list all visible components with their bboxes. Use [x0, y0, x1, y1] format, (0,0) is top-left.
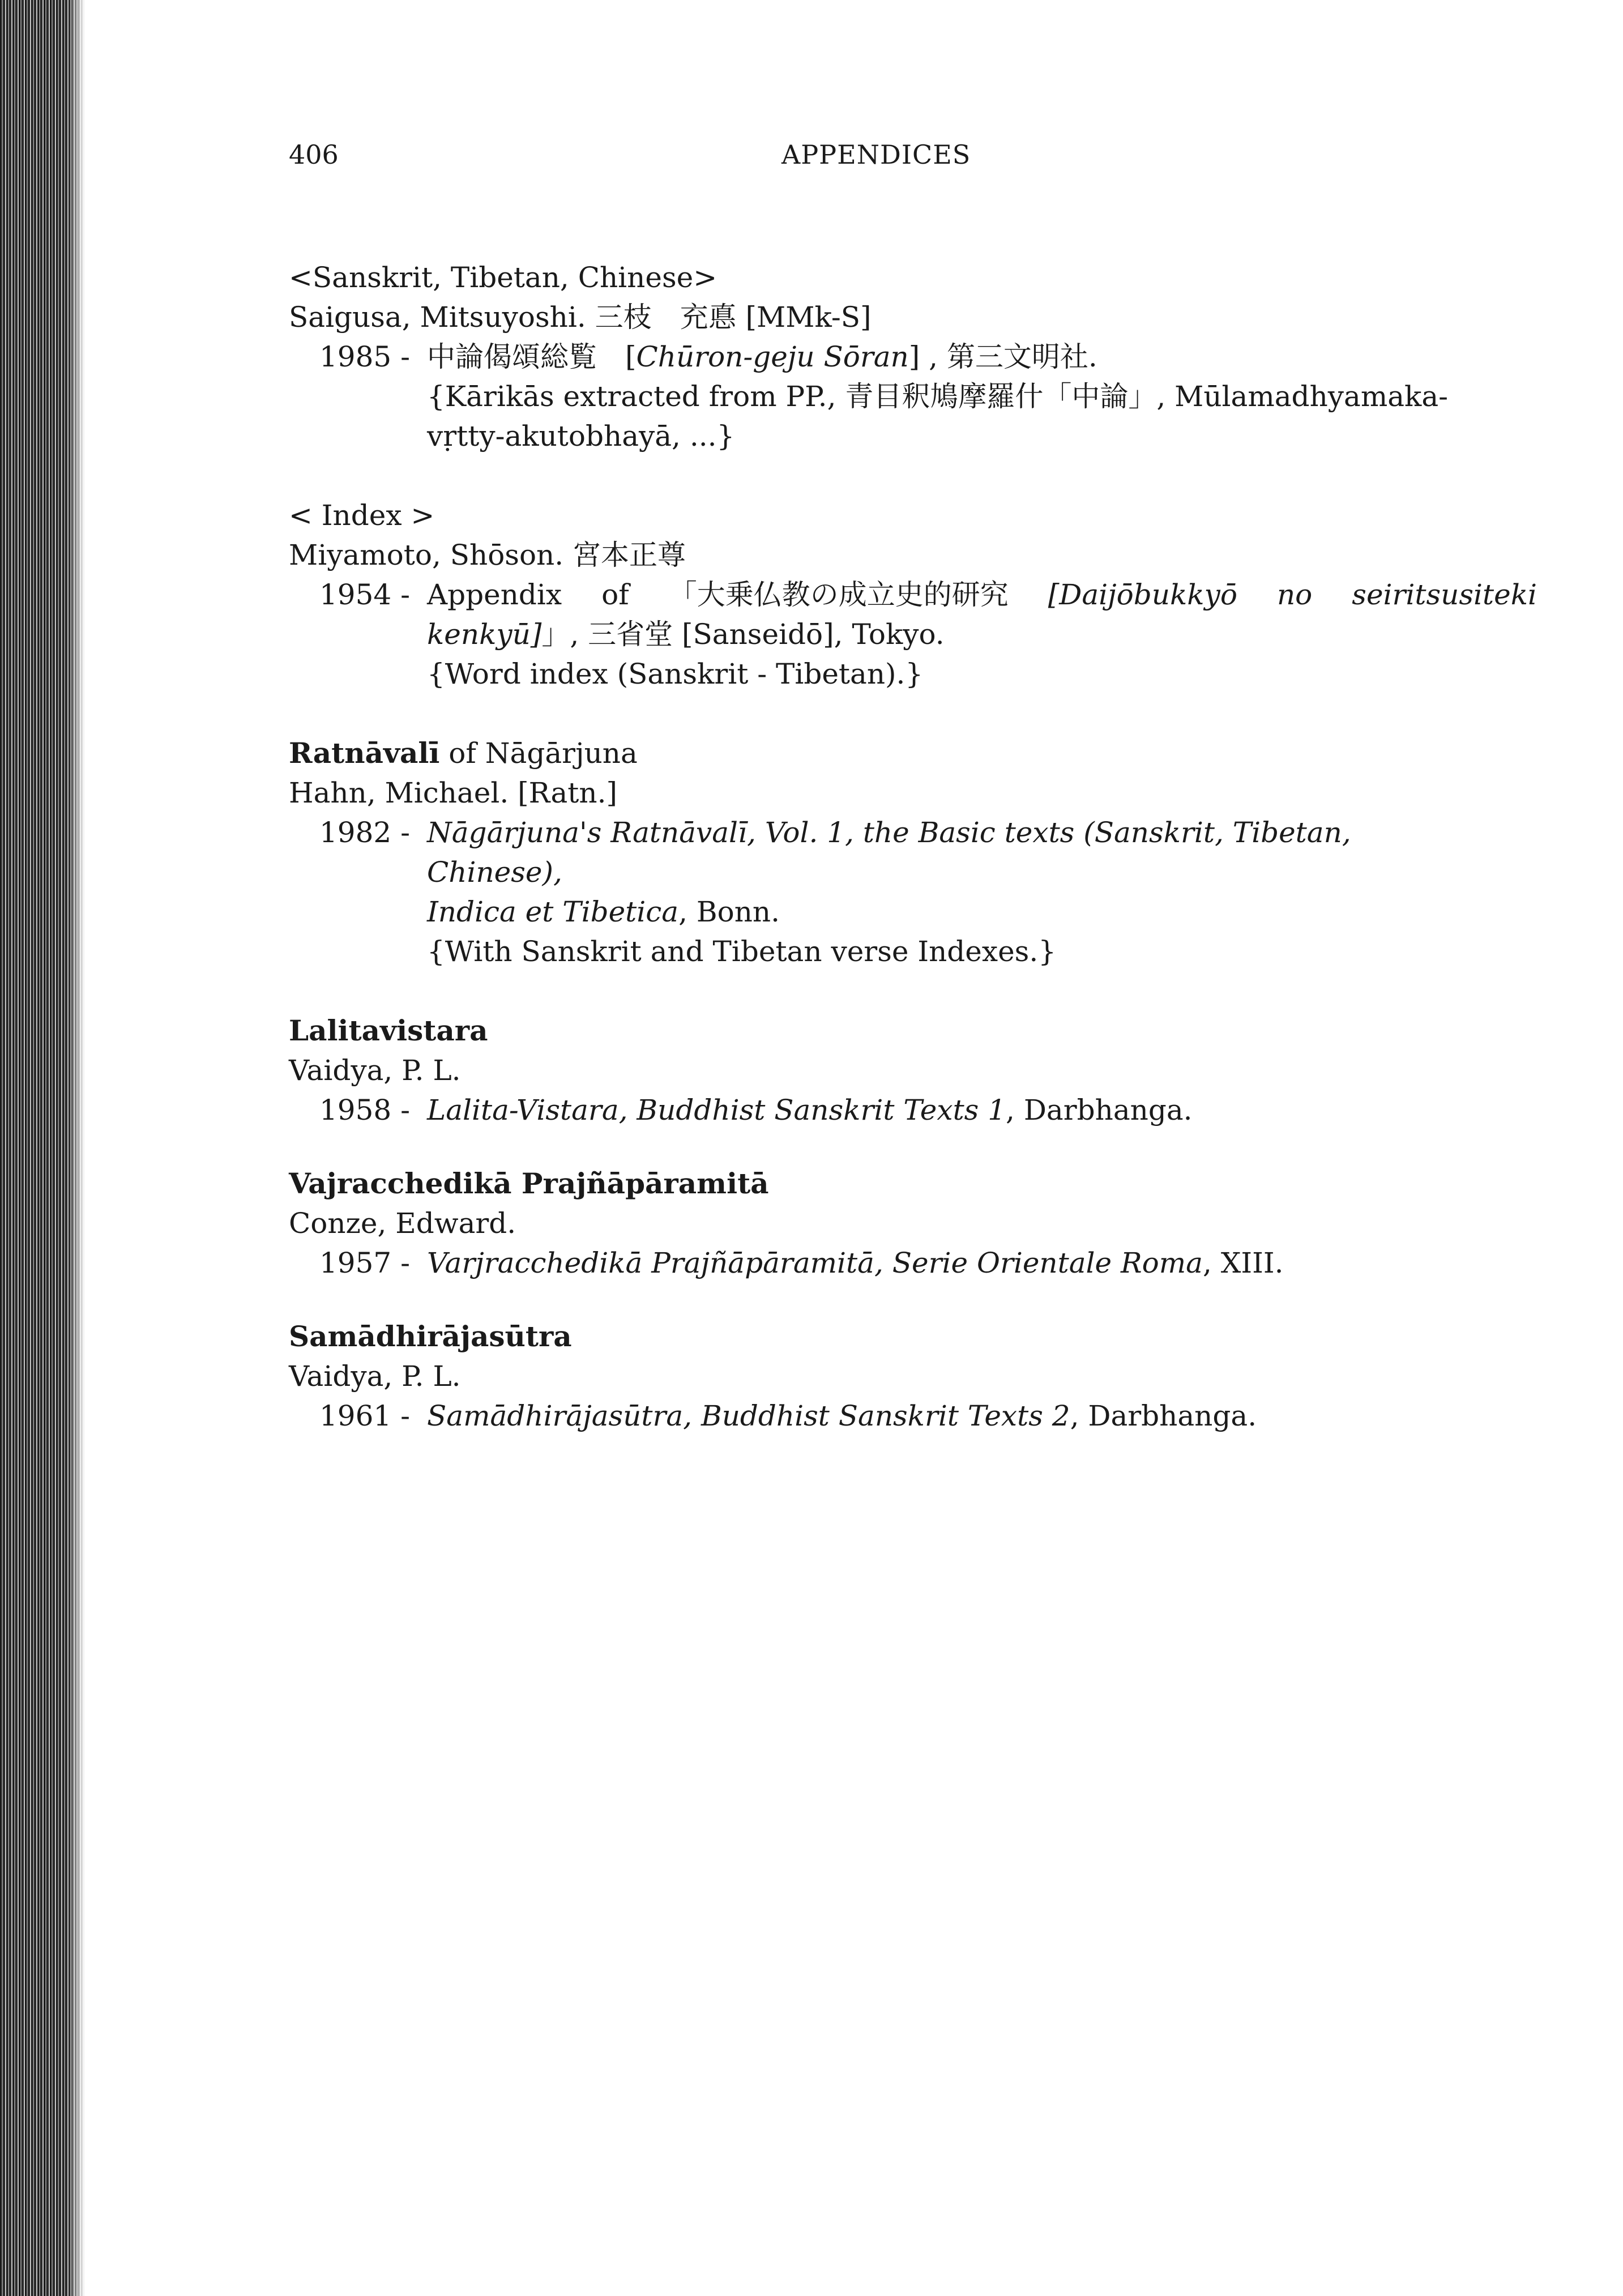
- section-samadhirajasutra: [289, 1317, 1478, 1436]
- author-line: Miyamoto, Shōson. 宮本正尊: [289, 539, 686, 571]
- entry-title: Appendix of 「大乗仏教の成立史的研究 [Daijōbukkyō no seiritsusiteki: [427, 578, 1537, 611]
- book-binding-edge: [0, 0, 85, 2296]
- page-number: 406: [289, 139, 339, 170]
- section-vajracchedika: [289, 1164, 1478, 1283]
- page-header: [289, 139, 1308, 185]
- section-ratnavali: [289, 733, 1478, 971]
- entry-title-cont: kenkyū]」, 三省堂 [Sanseidō], Tokyo.: [427, 618, 945, 651]
- entry-note: {Word index (Sanskrit - Tibetan).}: [427, 658, 924, 690]
- entry-note-cont: vṛtty-akutobhayā, ...}: [427, 420, 735, 453]
- running-title: APPENDICES: [781, 139, 971, 170]
- author-line: Conze, Edward.: [289, 1207, 516, 1240]
- section-heading: < Index >: [289, 499, 435, 532]
- author-line: Vaidya, P. L.: [289, 1360, 461, 1393]
- section-heading: <Sanskrit, Tibetan, Chinese>: [289, 261, 717, 294]
- section-heading: Vajracchedikā Prajñāpāramitā: [289, 1167, 769, 1200]
- bib-entry: [289, 1396, 1478, 1436]
- entry-year: 1961 -: [319, 1399, 411, 1432]
- author-line: Hahn, Michael. [Ratn.]: [289, 776, 617, 809]
- author-line: Vaidya, P. L.: [289, 1054, 461, 1087]
- entry-series: Indica et Tibetica, Bonn.: [427, 895, 780, 928]
- section-index: [289, 496, 1537, 694]
- entry-title: 中論偈頌総覧 [Chūron-geju Sōran] , 第三文明社.: [427, 340, 1097, 373]
- bib-entry: [289, 1243, 1478, 1283]
- entry-year: 1958 -: [319, 1094, 411, 1126]
- entry-title: Varjracchedikā Prajñāpāramitā, Serie Orientale Roma, XIII.: [427, 1247, 1284, 1279]
- bib-entry: [289, 575, 1537, 694]
- author-line: Saigusa, Mitsuyoshi. 三枝 充悳 [MMk-S]: [289, 301, 872, 334]
- entry-title: Lalita-Vistara, Buddhist Sanskrit Texts 1, Darbhanga.: [427, 1094, 1193, 1126]
- bibliography: [289, 258, 1537, 1436]
- entry-note: {Kārikās extracted from PP., 青目釈鳩摩羅什「中論」, Mūlamadhyamaka-: [427, 380, 1449, 413]
- section-sanskrit-tibetan-chinese: [289, 258, 1478, 456]
- bib-entry: [289, 337, 1478, 456]
- bib-entry: [289, 1090, 1478, 1130]
- entry-year: 1954 -: [319, 578, 411, 611]
- entry-title: Samādhirājasūtra, Buddhist Sanskrit Texts 2, Darbhanga.: [427, 1399, 1257, 1432]
- section-lalitavistara: [289, 1011, 1478, 1130]
- section-heading: Samādhirājasūtra: [289, 1320, 572, 1353]
- section-heading: Lalitavistara: [289, 1014, 488, 1047]
- entry-title: Nāgārjuna's Ratnāvalī, Vol. 1, the Basic texts (Sanskrit, Tibetan, Chinese),: [427, 816, 1351, 889]
- bib-entry: [289, 813, 1478, 971]
- section-heading: Ratnāvalī of Nāgārjuna: [289, 736, 638, 770]
- entry-year: 1957 -: [319, 1247, 411, 1279]
- entry-year: 1982 -: [319, 816, 411, 849]
- entry-year: 1985 -: [319, 340, 411, 373]
- entry-note: {With Sanskrit and Tibetan verse Indexes.}: [427, 935, 1057, 968]
